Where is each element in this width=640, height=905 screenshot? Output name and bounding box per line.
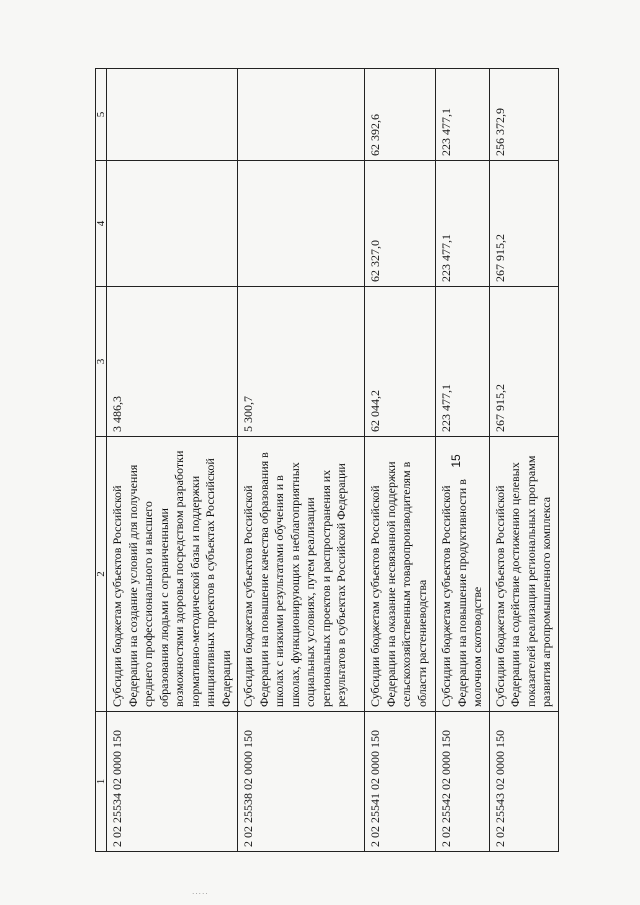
- amount-cell-col3: 62 044,2: [365, 287, 436, 437]
- amount-cell-col4: [107, 161, 238, 287]
- column-header: 4: [96, 161, 107, 287]
- scan-artifact: ·····: [192, 890, 209, 898]
- table-row: [365, 69, 436, 852]
- amount-cell-col5: 223 477,1: [436, 69, 490, 161]
- column-header: 1: [96, 712, 107, 852]
- amount-cell-col5: 62 392,6: [365, 69, 436, 161]
- table-row: [238, 69, 365, 852]
- column-header: 3: [96, 287, 107, 437]
- budget-code-cell: 2 02 25534 02 0000 150: [107, 712, 238, 852]
- budget-code-cell: 2 02 25542 02 0000 150: [436, 712, 490, 852]
- amount-cell-col3: 223 477,1: [436, 287, 490, 437]
- description-cell: Субсидии бюджетам субъектов Российской Федерации на создание условий для получения среднего профессионального и высшего образования людьми с ограниченными возможностями здоровья посредством разработки нормативно-методической базы и поддержки инициативных проектов в субъектах Российской Федерации: [107, 437, 238, 712]
- amount-cell-col4: [238, 161, 365, 287]
- amount-cell-col5: [238, 69, 365, 161]
- page-number: 15: [449, 454, 463, 468]
- description-cell: Субсидии бюджетам субъектов Российской Федерации на повышение продуктивности в молочном скотоводстве: [436, 437, 490, 712]
- table-row: [107, 69, 238, 852]
- amount-cell-col4: 62 327,0: [365, 161, 436, 287]
- amount-cell-col5: 256 372,9: [489, 69, 558, 161]
- description-cell: Субсидии бюджетам субъектов Российской Федерации на оказание несвязанной поддержки сельскохозяйственным товаропроизводителям в области растениеводства: [365, 437, 436, 712]
- description-cell: Субсидии бюджетам субъектов Российской Федерации на содействие достижению целевых показателей реализации региональных программ развития агропромышленного комплекса: [489, 437, 558, 712]
- column-header: 2: [96, 437, 107, 712]
- amount-cell-col3: 267 915,2: [489, 287, 558, 437]
- table-row: [436, 69, 490, 852]
- amount-cell-col3: 5 300,7: [238, 287, 365, 437]
- amount-cell-col5: [107, 69, 238, 161]
- budget-code-cell: 2 02 25538 02 0000 150: [238, 712, 365, 852]
- budget-table-wrapper: [95, 69, 553, 852]
- header-row: [96, 69, 107, 852]
- column-header: 5: [96, 69, 107, 161]
- budget-code-cell: 2 02 25543 02 0000 150: [489, 712, 558, 852]
- budget-code-cell: 2 02 25541 02 0000 150: [365, 712, 436, 852]
- amount-cell-col4: 223 477,1: [436, 161, 490, 287]
- budget-table: [95, 68, 559, 852]
- amount-cell-col4: 267 915,2: [489, 161, 558, 287]
- table-row: [489, 69, 558, 852]
- amount-cell-col3: 3 486,3: [107, 287, 238, 437]
- description-cell: Субсидии бюджетам субъектов Российской Федерации на повышение качества образования в школах с низкими результатами обучения и в школах, функционирующих в неблагоприятных социальных условиях, путем реализации региональных проектов и распространения их результатов в субъектах Российской Федерации: [238, 437, 365, 712]
